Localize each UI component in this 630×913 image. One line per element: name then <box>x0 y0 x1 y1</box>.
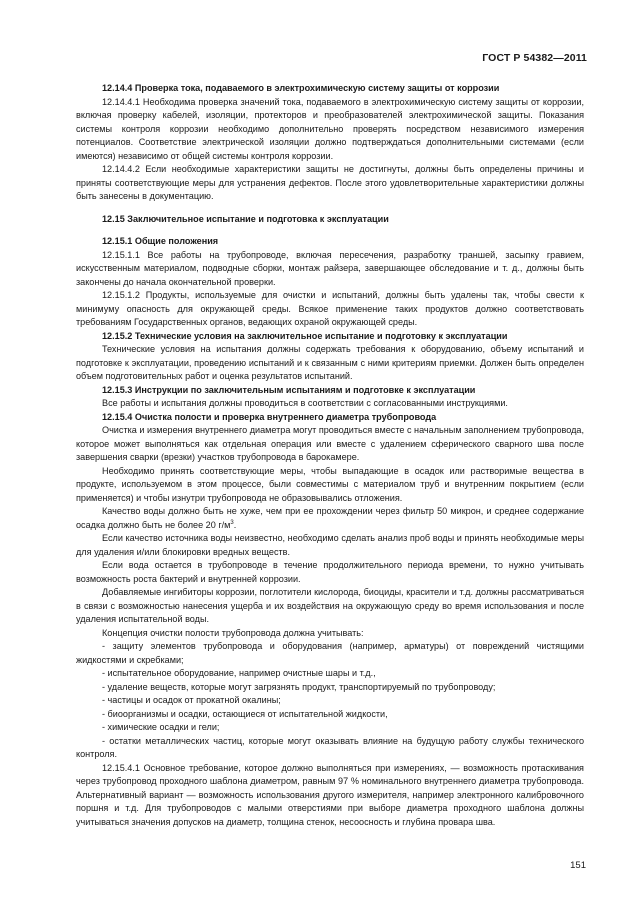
page-number: 151 <box>570 860 586 871</box>
section-12-15-4-title: 12.15.4 Очистка полости и проверка внутреннего диаметра трубопровода <box>102 411 437 422</box>
document-body <box>76 82 584 829</box>
section-12-15-1-title: 12.15.1 Общие положения <box>102 236 219 246</box>
paragraph-12-15-4-a: Очистка и измерения внутреннего диаметра могут проводиться вместе с начальным заполнением трубопровода, которое может выполняться как отдельная операция или вместе с удалением сферического сварного шва после завершения сварки (врезки) участков трубопровода в барокамере. <box>76 425 584 462</box>
list-item: - биоорганизмы и осадки, остающиеся от испытательной жидкости, <box>102 708 388 719</box>
list-item: - химические осадки и гели; <box>102 722 220 732</box>
paragraph-12-15-1-2: 12.15.1.2 Продукты, используемые для очистки и испытаний, должны быть удалены так, чтобы свести к минимуму опасность для окружающей среды. Всякое применение таких продуктов должно соответствовать требованиям Государственных органов, ведающих охраной окружающей среды. <box>76 290 584 327</box>
superscript-3: 3 <box>230 519 234 526</box>
document-code: ГОСТ Р 54382—2011 <box>482 52 587 64</box>
paragraph-12-15-2: Технические условия на испытания должны содержать требования к оборудованию, объему испытаний и подготовке к эксплуатации, проведению испытаний и к связанным с ними критериям приемки. Должен быть определен объем подготовительных работ и оценка результатов испытаний. <box>76 344 584 381</box>
list-item: - защиту элементов трубопровода и оборудования (например, арматуры) от повреждений чистящими жидкостями и скребками; <box>76 641 584 665</box>
list-item: - частицы и осадок от прокатной окалины; <box>102 695 281 705</box>
paragraph-12-15-4-d: Если качество источника воды неизвестно, необходимо сделать анализ проб воды и принять необходимые меры для удаления и/или блокировки вредных веществ. <box>76 533 584 557</box>
section-12-15-2-title: 12.15.2 Технические условия на заключительное испытание и подготовку к эксплуатации <box>102 330 508 341</box>
paragraph-12-15-1-1: 12.15.1.1 Все работы на трубопроводе, включая пересечения, разработку траншей, засыпку гравием, искусственным материалом, подводные сборки, монтаж райзера, завершающее обследование и т. д., должны быть закончены до начала окончательной проверки. <box>76 249 584 287</box>
paragraph-12-15-3: Все работы и испытания должны проводиться в соответствии с согласованными инструкциями. <box>102 398 508 408</box>
water-quality-text: Качество воды должно быть не хуже, чем при ее прохождении через фильтр 50 микрон, и среднее содержание осадка должно быть не более 20 г/м <box>76 506 584 530</box>
paragraph-12-15-4-f: Добавляемые ингибиторы коррозии, поглотители кислорода, биоциды, красители и т.д. должны рассматриваться в связи с возможностью нанесения ущерба и их воздействия на окружающую среду во время использования и после удаления испытательной воды. <box>76 587 584 624</box>
section-12-14-4-title: 12.14.4 Проверка тока, подаваемого в электрохимическую систему защиты от коррозии <box>102 83 500 93</box>
paragraph-12-15-4-1: 12.15.4.1 Основное требование, которое должно выполняться при измерениях, — возможность протаскивания через трубопровод проходного шаблона диаметром, равным 97 % номинального внутреннего диаметра трубопровода. Альтернативный вариант — возможность использования другого измерителя, например электронного калибровочного поршня и т.д. Для трубопроводов с малыми отверстиями при выборе диаметра проходного шаблона должны учитываться значения допусков на диаметр, толщина стенок, несоосность и глубина провара шва. <box>76 762 584 827</box>
paragraph-12-15-4-e: Если вода остается в трубопроводе в течение продолжительного периода времени, то нужно учитывать возможность роста бактерий и внутренней коррозии. <box>76 560 584 584</box>
paragraph-12-15-4-g: Концепция очистки полости трубопровода должна учитывать: <box>102 627 364 638</box>
list-item: - удаление веществ, которые могут загрязнять продукт, транспортируемый по трубопроводу; <box>102 681 496 692</box>
paragraph-12-15-4-c <box>76 505 584 532</box>
list-item: - испытательное оборудование, например очистные шары и т.д., <box>102 668 376 678</box>
paragraph-12-15-4-b: Необходимо принять соответствующие меры, чтобы выпадающие в осадок или растворимые вещества в продукте, используемом в этом процессе, были совместимы с материалом труб и внутренним покрытием (если применяется) и чтобы изнутри трубопровода не образовывались отложения. <box>76 465 584 503</box>
water-quality-end: . <box>233 519 237 530</box>
section-12-15-title: 12.15 Заключительное испытание и подготовка к эксплуатации <box>102 213 389 224</box>
paragraph-12-14-4-1: 12.14.4.1 Необходима проверка значений тока, подаваемого в электрохимическую систему защиты от коррозии, включая проверку кабелей, изоляции, протекторов и преобразователей электрохимической защиты. Показания системы контроля коррозии необходимо дополнительно проверять посредством независимого измерения потенциалов. Соответствие электрической изоляции должно подтверждаться дополнительными системами (если имеются) независимо от общей системы контроля коррозии. <box>76 96 584 161</box>
cleaning-concept-list <box>76 640 584 762</box>
list-item: - остатки металлических частиц, которые могут оказывать влияние на будущую работу службы технического контроля. <box>76 735 584 759</box>
paragraph-12-14-4-2: 12.14.4.2 Если необходимые характеристики защиты не достигнуты, должны быть определены причины и приняты соответствующие меры для устранения дефектов. После этого удовлетворительные характеристики должны быть занесены в документацию. <box>76 164 584 201</box>
section-12-15-3-title: 12.15.3 Инструкции по заключительным испытаниям и подготовке к эксплуатации <box>102 384 476 395</box>
